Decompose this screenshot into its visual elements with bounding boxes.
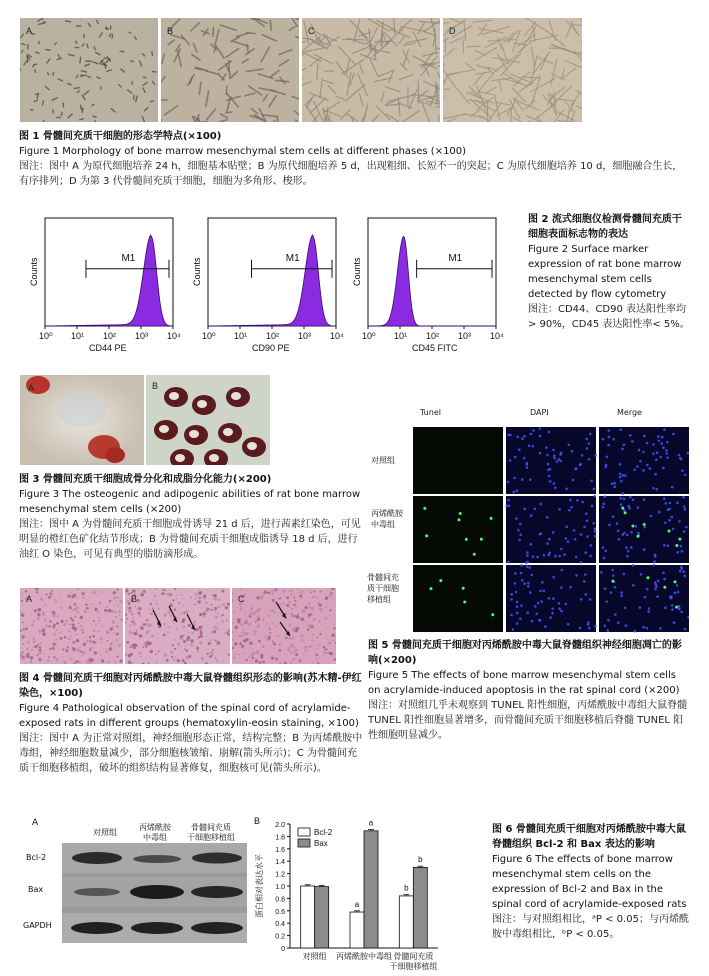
- fig6-ytick-label: 2.0: [275, 822, 285, 829]
- fig1-caption: [19, 129, 691, 189]
- fig5-cell-r1-c3: [599, 427, 689, 495]
- fig2-gate-label: M1: [121, 252, 136, 264]
- fig6-bar-Bax-2: [364, 831, 378, 948]
- fig4-title-en: Figure 4 Pathological observation of the spinal cord of acrylamide-exposed rats in different groups (hematoxylin-eosin staining, ×100): [19, 703, 359, 729]
- fig1-panel-a-label: A: [26, 26, 33, 36]
- fig6-ytick-label: 0.2: [275, 933, 285, 941]
- fig2-tick-label: 10³: [458, 331, 472, 341]
- fig2-tick-label: 10⁰: [39, 331, 53, 341]
- fig6-blot-col-control: 对照组: [93, 828, 117, 837]
- fig1-note: 图注：图中 A 为原代细胞培养 24 h，细胞基本贴壁；B 为原代细胞培养 5 d，出现粗细、长短不一的突起；C 为原代细胞培养 10 d，细胞融合生长，有序排列；D 为第 3 代骨髓间充质干细胞，细胞为多角形、梭形。: [19, 161, 683, 187]
- fig2-title-cn: 图 2 流式细胞仪检测骨髓间充质干细胞表面标志物的表达: [528, 214, 682, 240]
- fig6-blot-row-bcl2: Bcl-2: [26, 853, 47, 862]
- fig2-flow-histograms: [18, 210, 523, 360]
- fig6-category-label: 对照组: [302, 952, 327, 961]
- fig3-panel-a-image: [20, 375, 144, 465]
- fig6-western-blot: [62, 843, 247, 943]
- fig2-ylabel: Counts: [192, 257, 202, 286]
- fig6-title-en: Figure 6 The effects of bone marrow mesenchymal stem cells on the expression of Bcl-2 and Bax in the spinal cord of acrylamide-exposed rats: [492, 854, 687, 910]
- fig2-tick-label: 10¹: [394, 331, 408, 341]
- fig1-panel-a-image: [20, 18, 158, 122]
- fig5-title-en: Figure 5 The effects of bone marrow mesenchymal stem cells on acrylamide-induced apoptosis in the rat spinal cord (×200): [368, 670, 680, 696]
- fig6-blot-row-bax: Bax: [28, 885, 44, 894]
- fig6-significance-label: a: [368, 818, 374, 828]
- fig6-blot-row-gapdh: GAPDH: [23, 921, 52, 930]
- fig2-tick-label: 10¹: [234, 331, 248, 341]
- fig2-histogram-2: [192, 218, 344, 353]
- fig1-panel-b: [161, 18, 299, 122]
- fig3-panel-a-label: A: [28, 383, 35, 393]
- fig6-bar-Bcl-2-3: [399, 896, 413, 948]
- fig4-panel-a: [20, 588, 123, 664]
- fig5-cell-r2-c1: [413, 496, 503, 563]
- fig4-panel-a-label: A: [26, 594, 33, 604]
- fig6-ytick-label: 1.8: [275, 834, 285, 842]
- fig6-ytick-label: 1.0: [275, 884, 285, 891]
- fig3-panel-b: [146, 375, 270, 465]
- fig6-legend-label: Bcl-2: [314, 828, 333, 837]
- fig6-category-label: 骨髓间充质: [393, 952, 434, 961]
- fig6-bar-Bax-1: [315, 887, 329, 948]
- fig6-legend-swatch: [298, 839, 310, 847]
- fig3-caption: [19, 472, 364, 562]
- fig6-ylabel: 蛋白相对表达水平: [255, 854, 264, 918]
- fig5-col-dapi: DAPI: [530, 408, 549, 417]
- fig3-title-en: Figure 3 The osteogenic and adipogenic abilities of rat bone marrow mesenchymal stem cells (×200): [19, 489, 361, 515]
- fig4-title-cn: 图 4 骨髓间充质干细胞对丙烯酰胺中毒大鼠脊髓组织形态的影响(苏木精-伊红染色，×100): [19, 673, 362, 699]
- fig5-cell-r2-c2: [505, 495, 596, 564]
- fig1-panel-d-label: D: [449, 26, 456, 36]
- fig2-tick-label: 10⁰: [202, 331, 216, 341]
- fig3-title-cn: 图 3 骨髓间充质干细胞成骨分化和成脂分化能力(×200): [19, 474, 272, 485]
- fig5-cell-r1-c1: [413, 427, 503, 494]
- fig1-panel-c: [302, 18, 440, 122]
- fig5-caption: [368, 638, 691, 743]
- fig6-blot-col-bmsc: 骨髓间充质 干细胞移植组: [187, 823, 235, 842]
- fig6-ytick-label: 1.4: [275, 859, 285, 867]
- fig5-cell-r3-c1: [413, 565, 503, 632]
- fig3-panel-b-image: [146, 375, 270, 465]
- fig5-row-acrylamide: 丙烯酰胺 中毒组: [371, 509, 403, 529]
- fig2-xlabel: CD44 PE: [89, 343, 127, 353]
- fig2-tick-label: 10⁴: [490, 331, 504, 341]
- fig5-col-tunel: Tunel: [420, 408, 441, 417]
- fig2-gate-label: M1: [448, 252, 463, 264]
- fig6-significance-label: b: [418, 855, 423, 865]
- fig6-bar-Bcl-2-1: [301, 886, 315, 948]
- fig3-panel-a: [20, 375, 144, 465]
- fig2-tick-label: 10¹: [71, 331, 85, 341]
- fig3-note: 图注：图中 A 为骨髓间充质干细胞成骨诱导 21 d 后，进行茜素红染色，可见明显的橙红色矿化结节形成；B 为骨髓间充质干细胞成脂诱导 18 d 后，进行油红 O 染色，可见有典型的脂肪滴形成。: [19, 519, 361, 560]
- fig5-row-control: 对照组: [371, 456, 395, 465]
- fig4-panel-b-label: B: [131, 594, 138, 604]
- fig2-tick-label: 10³: [298, 331, 312, 341]
- fig5-fluorescence-grid: [413, 427, 689, 634]
- fig6-ytick-label: 0.6: [275, 908, 285, 916]
- fig6-ytick-label: 0.4: [275, 921, 285, 929]
- fig2-histogram-1: [29, 218, 181, 353]
- fig4-panel-b-image: [125, 588, 230, 664]
- fig6-bar-chart: [252, 812, 452, 976]
- fig3-panel-b-label: B: [152, 381, 159, 391]
- fig4-panel-a-image: [20, 588, 123, 664]
- fig6-blot-col-acrylamide: 丙烯酰胺 中毒组: [139, 823, 171, 842]
- fig1-panel-b-label: B: [167, 26, 174, 36]
- fig4-panel-c-image: [232, 588, 336, 664]
- fig2-title-en: Figure 2 Surface marker expression of rat bone marrow mesenchymal stem cells detected by flow cytometry: [528, 244, 682, 300]
- fig4-panel-c: [232, 588, 336, 664]
- fig4-panel-b: [125, 588, 230, 664]
- fig6-ytick-label: 1.6: [275, 846, 285, 854]
- fig1-panel-d: [443, 18, 582, 122]
- fig5-cell-r1-c2: [506, 427, 597, 494]
- fig5-title-cn: 图 5 骨髓间充质干细胞对丙烯酰胺中毒大鼠脊髓组织神经细胞凋亡的影响(×200): [368, 640, 682, 666]
- fig4-panel-c-label: C: [238, 594, 245, 604]
- fig2-caption: [528, 212, 691, 332]
- fig5-note: 图注：对照组几乎未观察到 TUNEL 阳性细胞，丙烯酰胺中毒组大鼠脊髓 TUNEL 阳性细胞显著增多，而骨髓间充质干细胞移植后脊髓 TUNEL 阳性细胞明显减少。: [368, 700, 688, 741]
- fig2-xlabel: CD45 FITC: [412, 343, 458, 353]
- fig5-cell-r3-c2: [506, 564, 597, 632]
- fig2-tick-label: 10²: [426, 331, 440, 341]
- fig1-panel-c-image: [302, 18, 440, 122]
- fig6-legend-label: Bax: [314, 839, 328, 848]
- fig5-col-merge: Merge: [617, 408, 642, 417]
- fig2-tick-label: 10²: [103, 331, 117, 341]
- fig6-ytick-label: 1.2: [275, 871, 285, 879]
- fig6-note: 图注：与对照组相比，ᵃP < 0.05；与丙烯酰胺中毒组相比，ᵇP < 0.05。: [492, 914, 689, 940]
- fig5-cell-r2-c3: [599, 495, 689, 563]
- fig1-panel-c-label: C: [308, 26, 315, 36]
- fig6-title-cn: 图 6 骨髓间充质干细胞对丙烯酰胺中毒大鼠脊髓组织 Bcl-2 和 Bax 表达的影响: [492, 824, 686, 850]
- fig6-category-label: 丙烯酰胺中毒组: [336, 952, 392, 961]
- fig2-histogram-3: [352, 218, 504, 353]
- fig6-ytick-label: 0: [281, 946, 285, 953]
- fig2-tick-label: 10²: [266, 331, 280, 341]
- fig5-row-bmsc: 骨髓间充 质干细胞 移植组: [367, 573, 399, 604]
- fig1-panel-b-image: [161, 18, 299, 122]
- fig2-tick-label: 10³: [135, 331, 149, 341]
- fig6-significance-label: a: [354, 899, 360, 909]
- fig5-cell-r3-c3: [599, 564, 689, 633]
- fig6-ytick-label: 0.8: [275, 896, 285, 904]
- fig1-title-cn: 图 1 骨髓间充质干细胞的形态学特点(×100): [19, 131, 222, 142]
- fig2-tick-label: 10⁴: [167, 331, 181, 341]
- fig6-category-label: 干细胞移植组: [389, 962, 438, 971]
- fig2-tick-label: 10⁴: [330, 331, 344, 341]
- fig1-panel-a: [20, 18, 158, 122]
- fig4-note: 图注：图中 A 为正常对照组，神经细胞形态正常，结构完整；B 为丙烯酰胺中毒组，神经细胞数量减少，部分细胞核皱缩、崩解(箭头所示)；C 为骨髓间充质干细胞移植组，破坏的组织结构显著修复，细胞核可见(箭头所示)。: [19, 733, 363, 774]
- fig4-caption: [19, 671, 364, 776]
- fig2-gate-label: M1: [285, 252, 300, 264]
- fig2-note: 图注：CD44、CD90 表达阳性率均> 90%，CD45 表达阳性率< 5%。: [528, 304, 690, 330]
- fig1-title-en: Figure 1 Morphology of bone marrow mesenchymal stem cells at different phases (×100): [19, 146, 467, 157]
- fig6-significance-label: b: [404, 883, 409, 893]
- fig6-bar-Bcl-2-2: [350, 912, 364, 948]
- fig6-bar-Bax-3: [413, 867, 427, 948]
- fig6-legend-swatch: [298, 828, 310, 836]
- fig6-panel-a-label: A: [32, 818, 39, 828]
- fig6-caption: [492, 822, 691, 942]
- fig1-panel-d-image: [443, 18, 582, 122]
- fig2-ylabel: Counts: [352, 257, 362, 286]
- fig2-ylabel: Counts: [29, 257, 39, 286]
- fig2-xlabel: CD90 PE: [252, 343, 290, 353]
- fig2-tick-label: 10⁰: [362, 331, 376, 341]
- fig6-panel-b-label: B: [254, 816, 261, 826]
